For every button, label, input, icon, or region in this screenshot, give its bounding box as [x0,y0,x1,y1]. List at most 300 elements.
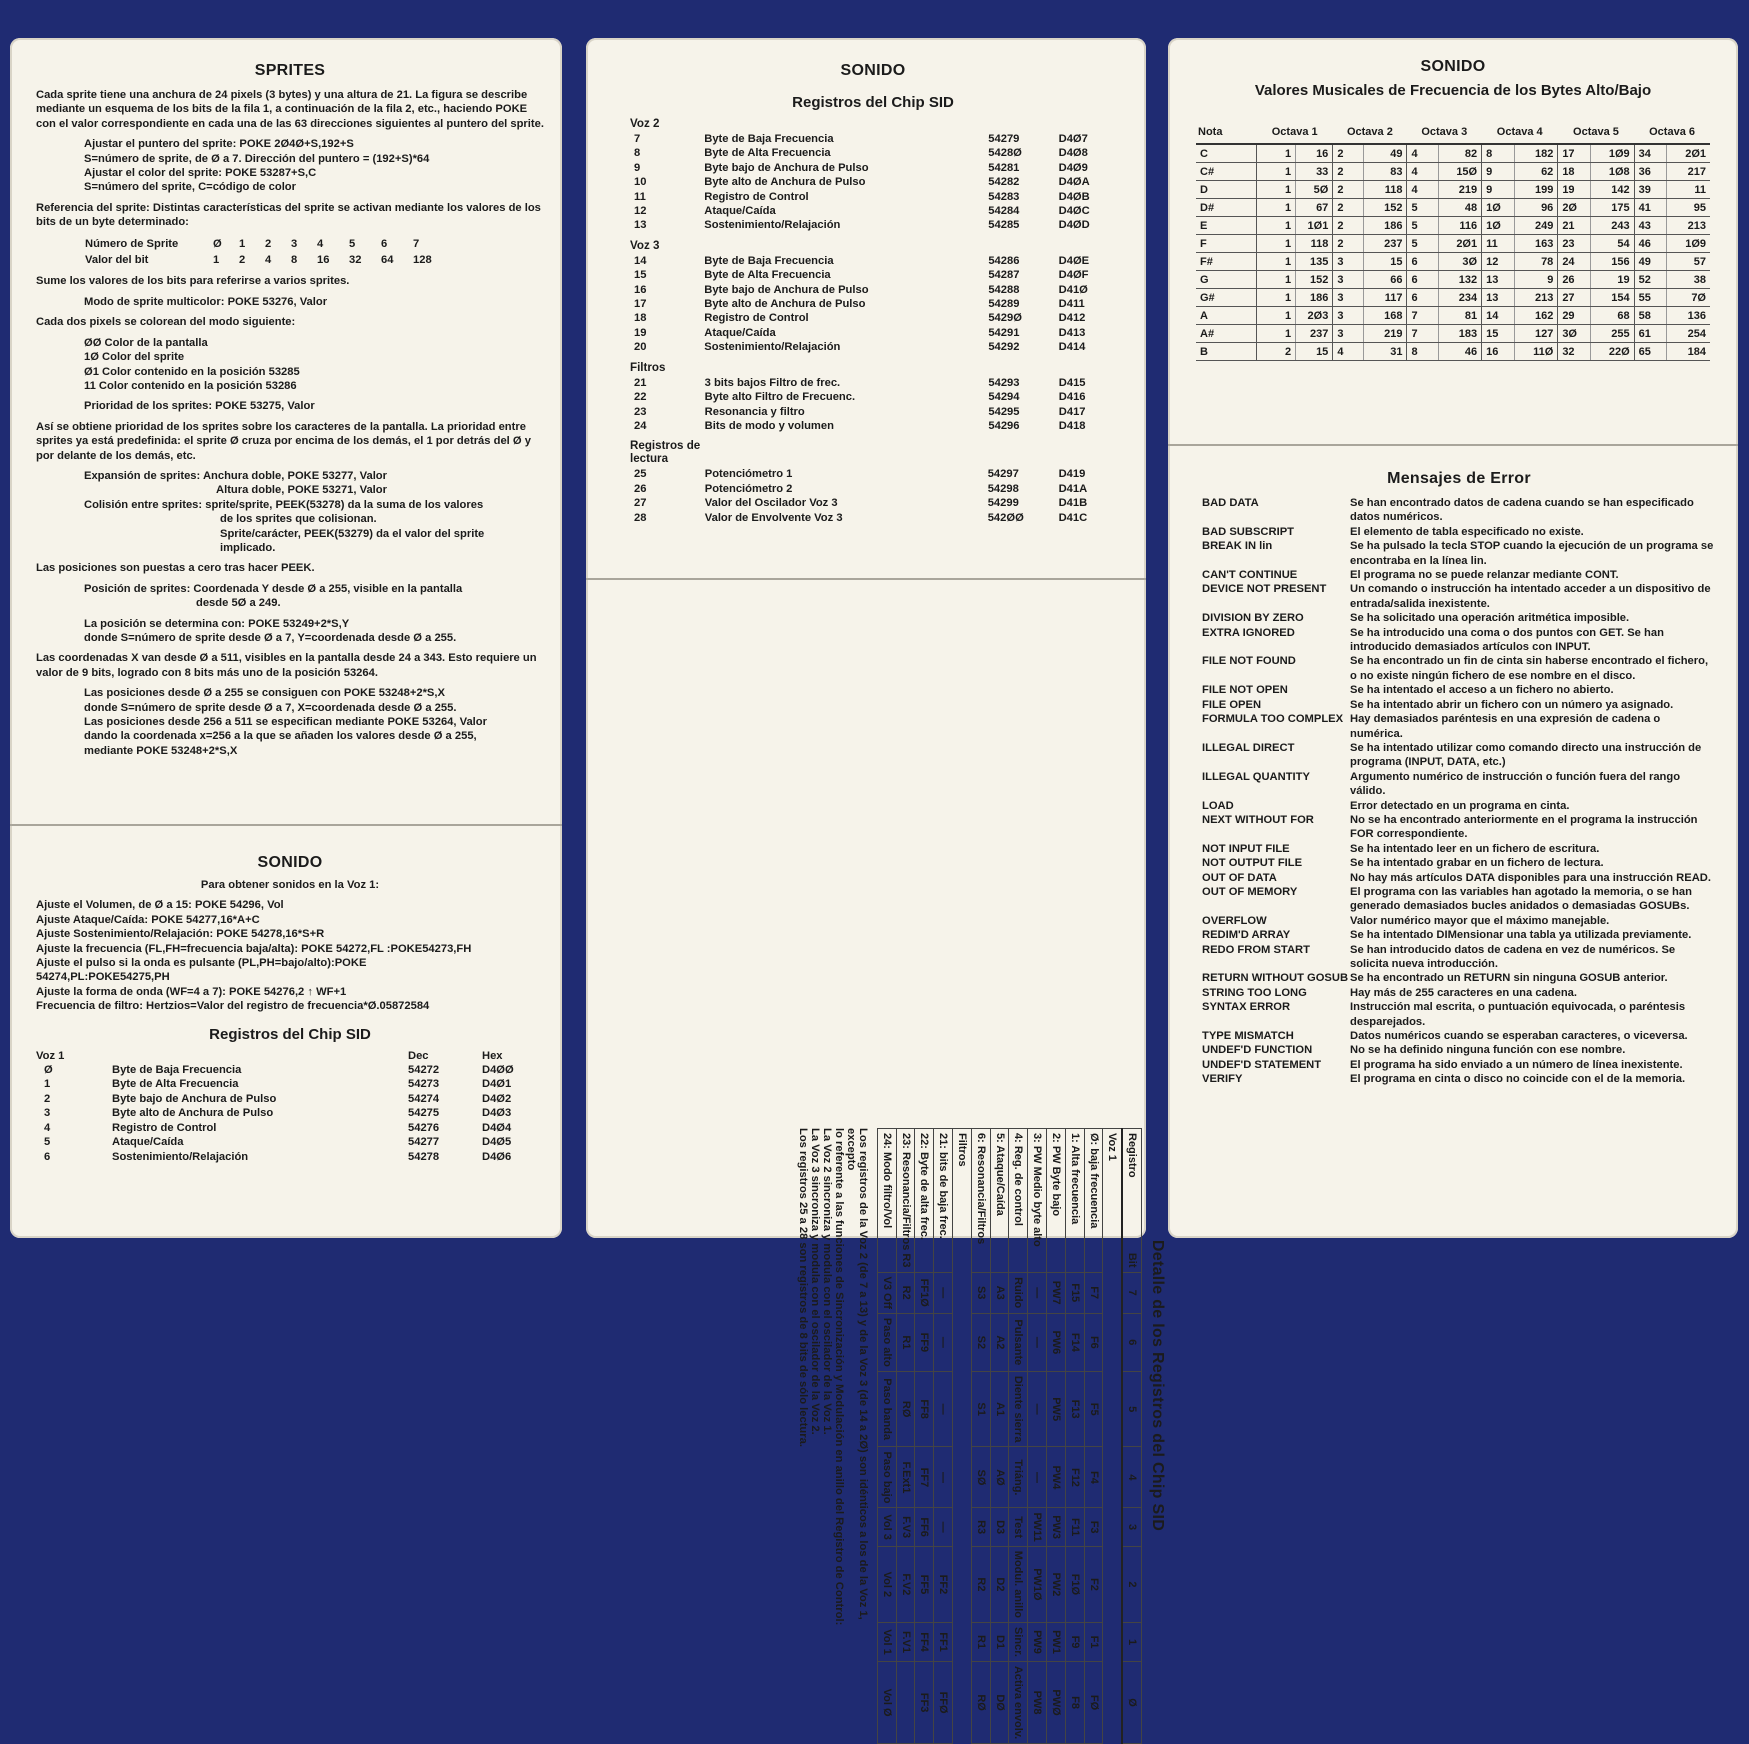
detail-cell: — [1028,1313,1047,1371]
pixels-text: Cada dos pixels se colorean del modo siguiente: [36,316,296,329]
register-groups [630,117,1116,525]
freq-cell: 66 [1364,271,1407,289]
error-description: El programa no se puede relanzar mediante CONT. [1350,569,1619,582]
error-row [1202,1072,1716,1086]
freq-cell: 8 [1482,144,1515,163]
color-codes [36,336,544,394]
error-description: El programa con las variables han agotado la memoria, o se han generado demasiados bucles anidados o demasiadas GOSUBs. [1350,885,1692,913]
sonido-instructions [36,898,544,1013]
sonido-title-3: SONIDO [1420,58,1486,75]
text-line: Ajuste la frecuencia (FL,FH=frecuencia baja/alta): POKE 54272,FL :POKE54273,FH [36,942,472,955]
freq-cell: G# [1196,289,1257,307]
freq-cell: 31 [1364,343,1407,361]
error-description: Instrucción mal escrita, o puntuación equivocada, o paréntesis desparejados. [1350,1001,1686,1028]
bit-cell: 16 [317,254,330,267]
detail-header-row [1122,1129,1141,1744]
freq-cell: 1 [1257,307,1296,325]
register-cell: D4ØE [1058,254,1090,267]
error-description: No hay más artículos DATA disponibles para una instrucción READ. [1350,871,1711,884]
freq-cell: 1Ø9 [1591,144,1635,163]
error-code: VERIFY [1202,1073,1243,1086]
detail-head-cell: 7 [1122,1272,1141,1313]
detail-group-row [1103,1129,1122,1744]
register-row [36,1106,542,1120]
detail-cell: Vol 1 [877,1623,896,1662]
freq-cell: 15 [1296,343,1333,361]
register-cell: Sostenimiento/Relajación [112,1150,249,1163]
freq-cell: C [1196,144,1257,163]
freq-cell: 43 [1634,217,1666,235]
freq-row [1196,235,1710,253]
error-code: UNDEF'D FUNCTION [1202,1044,1313,1057]
freq-cell: G [1196,271,1257,289]
register-cell: 54284 [988,205,1020,218]
register-cell: 54286 [988,254,1020,267]
freq-cell: 135 [1296,253,1333,271]
register-cell: 27 [634,497,647,510]
error-code: ILLEGAL QUANTITY [1202,770,1310,783]
freq-cell: 15Ø [1438,163,1482,181]
register-cell: 54279 [988,133,1020,145]
bit-cell: 2 [265,237,272,250]
register-cell: 19 [634,326,647,339]
freq-cell: 2Ø1 [1438,235,1482,253]
detail-cell: S2 [971,1313,990,1371]
register-cell: 54298 [987,482,1019,495]
error-code: FILE OPEN [1202,698,1262,711]
error-row [1202,611,1716,625]
register-cell: 542ØØ [987,511,1024,524]
freq-cell: 1Ø [1482,217,1515,235]
freq-cell: 29 [1558,307,1591,325]
coordinates-block [36,686,544,758]
error-row [1202,914,1716,928]
register-cell: D4Ø2 [482,1092,512,1105]
freq-cell: 184 [1667,343,1710,361]
freq-cell: D [1196,181,1257,199]
freq-cell: 3 [1333,307,1364,325]
detail-cell: Ø: baja frecuencia [1084,1129,1103,1273]
error-code: LOAD [1202,799,1234,812]
error-description: Hay demasiados paréntesis en una expresión de cadena o numérica. [1350,713,1661,740]
error-code: OUT OF MEMORY [1202,885,1298,898]
detail-cell: SØ [971,1447,990,1508]
register-cell: Sostenimiento/Relajación [704,341,841,354]
detail-cell: Modul. anillo [1009,1546,1028,1622]
freq-cell: 11 [1482,235,1515,253]
register-cell: Byte de Baja Frecuencia [704,133,834,145]
register-cell: Bits de modo y volumen [704,419,834,432]
freq-cell: 1 [1257,325,1296,343]
text-line: S=número del sprite, C=código de color [84,181,296,194]
register-cell: D41Ø [1058,283,1088,296]
freq-cell: 6 [1407,289,1438,307]
error-code: OVERFLOW [1202,914,1267,927]
register-row [630,326,1116,340]
register-cell: D4Ø4 [482,1121,512,1134]
freq-cell: 38 [1667,271,1710,289]
error-description: Se ha intentado grabar en un fichero de lectura. [1350,857,1604,870]
detail-cell: F.V2 [896,1546,915,1622]
register-cell: D412 [1058,312,1086,325]
freq-cell: 41 [1634,199,1666,217]
error-description: El elemento de tabla especificado no existe. [1350,525,1584,538]
detail-cell: 6: Resonancia/Filtros [971,1129,990,1273]
register-cell: D4ØB [1058,190,1090,203]
detail-cell: RØ [896,1371,915,1447]
freq-cell: F# [1196,253,1257,271]
freq-cell: 65 [1634,343,1666,361]
bit-cell: 1 [213,254,220,267]
error-description: Se ha intentado utilizar como comando directo una instrucción de programa (INPUT, DATA, etc.) [1350,741,1702,769]
freq-cell: 11 [1667,181,1710,199]
text-line: 54274,PL:POKE54275,PH [36,971,170,984]
detail-cell: PW1Ø [1028,1546,1047,1622]
register-cell: D4Ø1 [482,1078,512,1091]
register-cell: D411 [1058,298,1085,311]
register-cell: D415 [1058,376,1086,389]
freq-col-head: Octava 1 [1257,121,1333,144]
register-cell: Byte bajo de Anchura de Pulso [704,161,869,174]
detail-cell: — [1028,1447,1047,1508]
error-code: FORMULA TOO COMPLEX [1202,713,1344,726]
text-line: donde S=número de sprite desde Ø a 7, Y=coordenada desde Ø a 255. [84,632,457,644]
detail-cell: PW11 [1028,1508,1047,1546]
text-line: donde S=número de sprite desde Ø a 7, X=coordenada desde Ø a 255. [84,701,457,714]
detail-cell: FF4 [915,1623,934,1662]
register-cell: 54296 [988,419,1020,432]
freq-cell: 55 [1634,289,1666,307]
freq-cell: 11Ø [1514,343,1557,361]
register-cell: 20 [634,341,647,354]
register-cell: Byte bajo de Anchura de Pulso [704,283,869,296]
register-row [630,511,1116,525]
freq-cell: 27 [1558,289,1591,307]
col-head: Voz 1 [36,1049,65,1062]
freq-cell: 9 [1482,163,1515,181]
bit-cell: 4 [317,237,324,250]
detail-cell: PWØ [1047,1661,1066,1743]
detail-cell: AØ [990,1447,1009,1508]
col-head [112,1049,408,1063]
error-row [1202,871,1716,885]
freq-cell: 127 [1514,325,1557,343]
freq-cell: 33 [1296,163,1333,181]
freq-cell: 34 [1634,144,1666,163]
detail-cell: A1 [990,1371,1009,1447]
position-block [36,582,544,611]
chip-subtitle-2: Registros del Chip SID [792,94,954,111]
freq-cell: 163 [1514,235,1557,253]
detail-cell: Vol 2 [877,1546,896,1622]
freq-cell: 3 [1333,253,1364,271]
detail-cell: — [934,1272,953,1313]
freq-col-head: Octava 6 [1634,121,1710,144]
register-row [630,311,1116,325]
errors-title: Mensajes de Error [1387,470,1531,487]
detail-rotated-block [626,1128,1166,1740]
register-cell: D4ØF [1058,269,1089,282]
text-line: mediante POKE 53248+2*S,X [84,744,238,757]
detail-cell: F5 [1084,1371,1103,1447]
col-head: Hex [482,1049,503,1062]
error-description: Error detectado en un programa en cinta. [1350,799,1570,812]
register-cell: D413 [1058,326,1086,339]
error-row [1202,626,1716,655]
text-line: Ø1 Color contenido en la posición 53285 [84,365,300,378]
error-row [1202,986,1716,1000]
error-code: OUT OF DATA [1202,871,1277,884]
register-row [36,1121,542,1135]
register-cell: D4Ø5 [482,1136,512,1149]
freq-cell: 7 [1407,325,1438,343]
errors-table [1202,496,1716,1087]
detail-cell: FF2 [934,1546,953,1622]
text-line: Altura doble, POKE 53271, Valor [216,484,387,497]
freq-cell: 96 [1514,199,1557,217]
bit-cell: 6 [381,237,388,250]
detail-cell: F15 [1065,1272,1084,1313]
error-row [1202,568,1716,582]
register-cell: 54281 [988,161,1020,174]
freq-cell: 142 [1591,181,1635,199]
frequency-errors-card [1168,38,1738,1238]
freq-cell: 46 [1634,235,1666,253]
freq-cell: 81 [1438,307,1482,325]
freq-cell: F [1196,235,1257,253]
detail-cell: F14 [1065,1313,1084,1371]
register-cell: 54293 [988,376,1020,389]
register-cell: 15 [634,269,647,282]
freq-cell: 13 [1482,289,1515,307]
text-line: Las posiciones desde 256 a 511 se especifican mediante POKE 53264, Valor [84,716,487,729]
freq-row [1196,289,1710,307]
error-row [1202,496,1716,525]
register-cell: 3 [44,1107,51,1120]
detail-cell: FF1 [934,1623,953,1662]
detail-cell: FF9 [915,1313,934,1371]
freq-cell: 234 [1438,289,1482,307]
detail-cell: PW9 [1028,1623,1047,1662]
register-cell: 54273 [408,1078,440,1091]
freq-cell: 8 [1407,343,1438,361]
register-cell: 24 [634,419,647,432]
register-cell: 3 bits bajos Filtro de frec. [704,376,841,389]
detail-cell: PW3 [1047,1508,1066,1546]
sid-registers-section [630,62,1116,525]
detail-cell: FFØ [934,1661,953,1743]
detail-cell: 4: Reg. de control [1009,1129,1028,1273]
error-row [1202,654,1716,683]
chip-title: Registros del Chip SID [209,1025,371,1043]
register-cell: 54295 [988,405,1020,418]
freq-cell: 1Ø [1482,199,1515,217]
detail-cell: R1 [896,1313,915,1371]
register-cell: Ataque/Caída [704,205,776,218]
register-cell: 25 [634,468,647,481]
detail-cell [896,1661,915,1743]
register-cell: Potenciómetro 1 [704,468,793,481]
freq-cell: 68 [1591,307,1635,325]
freq-cell: 16 [1482,343,1515,361]
detail-cell: FF8 [915,1371,934,1447]
register-cell: Byte de Alta Frecuencia [112,1078,239,1091]
freq-row [1196,307,1710,325]
detail-cell: FF7 [915,1447,934,1508]
error-code: SYNTAX ERROR [1202,1001,1291,1014]
register-cell: Byte bajo de Anchura de Pulso [112,1092,277,1105]
register-cell: Byte de Baja Frecuencia [704,254,834,267]
text-line: 1Ø Color del sprite [84,351,185,364]
priority-text: Así se obtiene prioridad de los sprites sobre los caracteres de la pantalla. La prioridad entre sprites ya está predefinida: el sprite Ø cruza por encima de los demás, el 1 por detrás del Ø y por delante de los demás, etc. [36,420,531,462]
register-cell: Registro de Control [704,190,809,203]
error-row [1202,856,1716,870]
freq-cell: 49 [1634,253,1666,271]
register-cell: 23 [634,405,647,418]
error-row [1202,582,1716,611]
register-cell: D4ØA [1058,176,1090,189]
error-row [1202,539,1716,568]
detail-head-cell: 5 [1122,1371,1141,1447]
register-table [630,376,1116,434]
error-description: El programa ha sido enviado a un número de línea inexistente. [1350,1058,1683,1071]
freq-cell: 7Ø [1667,289,1710,307]
freq-cell: 54 [1591,235,1635,253]
frequency-section [1196,58,1710,361]
detail-row [915,1129,934,1744]
text-line: desde 5Ø a 249. [196,597,281,610]
detail-head-cell: 2 [1122,1546,1141,1622]
sprites-section [36,62,544,764]
error-description: Se ha pulsado la tecla STOP cuando la ejecución de un programa se encontraba en la línea lin. [1350,540,1714,567]
sum-bits-text: Sume los valores de los bits para referirse a varios sprites. [36,275,350,288]
error-description: Valor numérico mayor que el máximo manejable. [1350,914,1610,927]
error-description: No se ha definido ninguna función con ese nombre. [1350,1044,1626,1057]
bit-cell: 4 [265,254,272,267]
freq-cell: 1 [1257,271,1296,289]
error-row [1202,1029,1716,1043]
bit-cell: 5 [349,237,356,250]
detail-cell: FF5 [915,1546,934,1622]
detail-row [1028,1129,1047,1744]
register-cell: 9 [634,161,641,174]
freq-row [1196,144,1710,163]
error-row [1202,698,1716,712]
register-cell: 13 [634,219,647,232]
error-row [1202,712,1716,741]
bit-cell: 1 [239,237,246,250]
multicolor-text: Modo de sprite multicolor: POKE 53276, Valor [84,295,328,308]
freq-cell: 9 [1482,181,1515,199]
register-row [630,297,1116,311]
sprites-title: SPRITES [254,62,326,79]
register-cell: 6 [44,1150,51,1163]
register-cell: D4Ø3 [482,1107,512,1120]
register-cell: 54275 [408,1107,440,1120]
register-cell: 54299 [987,497,1019,510]
error-code: RETURN WITHOUT GOSUB [1202,972,1349,985]
detail-cell: D3 [990,1508,1009,1546]
error-row [1202,1058,1716,1072]
text-line: implicado. [220,541,276,554]
freq-cell: 7 [1407,307,1438,325]
register-cell: D418 [1058,419,1086,432]
freq-cell: 39 [1634,181,1666,199]
register-cell: D416 [1058,391,1086,404]
group-label: Filtros [630,360,666,374]
freq-col-head: Octava 5 [1558,121,1634,144]
freq-cell: 2 [1333,144,1364,163]
freq-cell: 116 [1438,217,1482,235]
freq-cell: 182 [1514,144,1557,163]
freq-cell: 49 [1364,144,1407,163]
text-line: Ajuste Ataque/Caída: POKE 54277,16*A+C [36,913,260,926]
freq-cell: C# [1196,163,1257,181]
detail-cell: A2 [990,1313,1009,1371]
register-cell: Ø [44,1064,53,1077]
freq-cell: 213 [1514,289,1557,307]
register-cell: 12 [634,205,647,218]
freq-cell: 2Ø3 [1296,307,1333,325]
text-line: La Voz 2 sincroniza y modula con el oscilador de la Voz 1. [820,1128,833,1435]
detail-row [1084,1129,1103,1744]
register-cell: D414 [1058,341,1086,354]
error-description: Se ha encontrado un fin de cinta sin haberse encontrado el fichero, o no existe ningún fichero de ese nombre en el disco. [1350,655,1709,682]
register-row [630,190,1116,204]
freq-cell: 2 [1333,199,1364,217]
error-code: NOT INPUT FILE [1202,842,1290,855]
register-cell: 14 [634,254,647,267]
group-label: Registros de lectura [630,439,701,466]
detail-cell: D1 [990,1623,1009,1662]
register-cell: 54289 [988,298,1020,311]
freq-cell: 175 [1591,199,1635,217]
detail-cell: PW6 [1047,1313,1066,1371]
freq-cell: 5 [1407,217,1438,235]
detail-row [1047,1129,1066,1744]
freq-cell: 183 [1438,325,1482,343]
freq-cell: 3Ø [1558,325,1591,343]
register-row [630,204,1116,218]
detail-cell: F11 [1065,1508,1084,1546]
detail-table [877,1128,1142,1744]
error-description: Se han encontrado datos de cadena cuando se han especificado datos numéricos. [1350,497,1694,524]
register-cell: 5429Ø [988,312,1022,325]
error-row [1202,683,1716,697]
register-cell: 5 [44,1136,51,1149]
freq-cell: 1 [1257,144,1296,163]
detail-cell: F.V1 [896,1623,915,1662]
detail-row [896,1129,915,1744]
freq-cell: 118 [1364,181,1407,199]
detail-cell: Activa envolv. [1009,1661,1028,1743]
detail-cell: FF6 [915,1508,934,1546]
detail-group-row [953,1129,972,1744]
register-cell: 54292 [988,341,1020,354]
freq-cell: 254 [1667,325,1710,343]
register-cell: Sostenimiento/Relajación [704,219,841,232]
detail-head-cell: 4 [1122,1447,1141,1508]
register-cell: 26 [634,482,647,495]
error-code: EXTRA IGNORED [1202,626,1295,639]
error-row [1202,971,1716,985]
freq-cell: 219 [1364,325,1407,343]
register-cell: Byte de Alta Frecuencia [704,269,831,282]
detail-head-cell: Ø [1122,1661,1141,1743]
bit-cell: 2 [239,254,246,267]
register-row [36,1077,542,1091]
register-row [36,1063,542,1077]
